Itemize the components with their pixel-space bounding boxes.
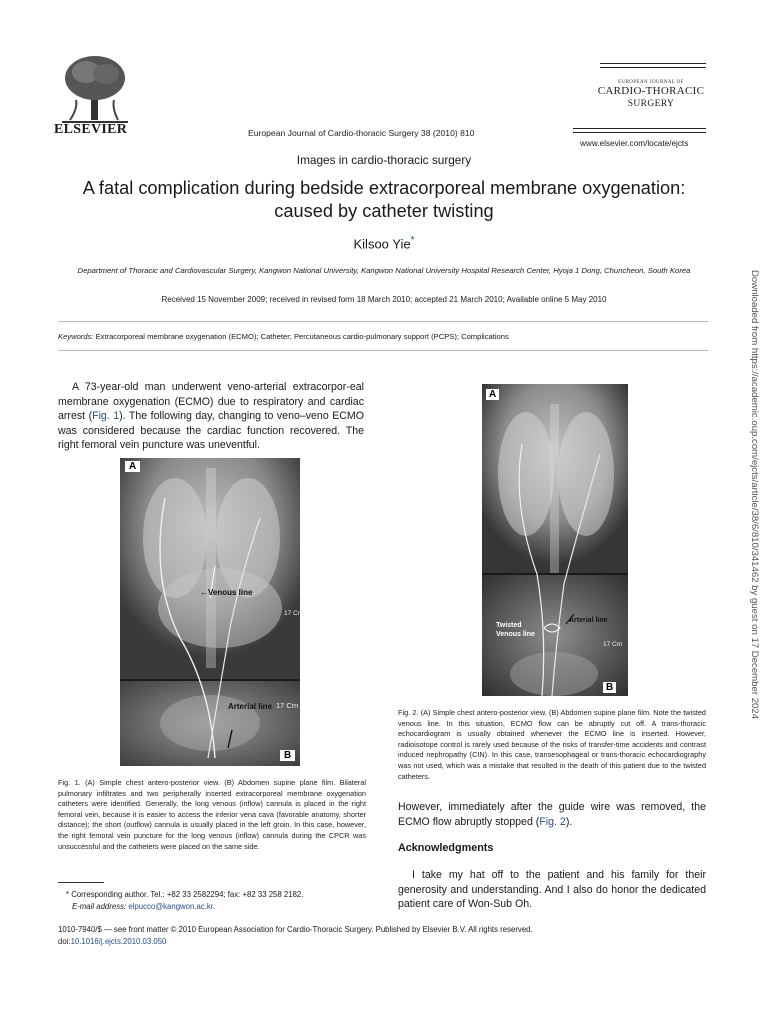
section-heading: Images in cardio-thoracic surgery [296, 153, 472, 167]
email-label: E-mail address: [72, 901, 127, 911]
figure-2-scale: 17 Cm [603, 641, 623, 648]
fig2-link[interactable]: Fig. 2 [539, 815, 566, 828]
figure-2-arterial-line-label: Arterial line [569, 617, 608, 624]
journal-brand-line2: CARDIO-THORACIC [597, 85, 705, 97]
figure-1-scale-1: 17 Cr [284, 610, 300, 617]
header-rule [600, 67, 706, 68]
affiliation: Department of Thoracic and Cardiovascular Surgery, Kangwon National University, Kangwon National University Hospital Research Center, Hyoja 1 Dong, Chuncheon, South Korea [77, 266, 691, 275]
divider [58, 321, 708, 322]
header-rule [600, 63, 706, 64]
venous-line-text: Venous line [208, 588, 253, 597]
email-link[interactable]: elpucco@kangwon.ac.kr [128, 901, 213, 911]
figure-2-label-a: A [486, 389, 499, 400]
article-dates: Received 15 November 2009; received in revised form 18 March 2010; accepted 21 March 2010; Available online 5 May 2010 [161, 295, 607, 304]
author-footnote-mark[interactable]: * [410, 235, 415, 246]
figure-2-caption: Fig. 2. (A) Simple chest antero-posterior view. (B) Abdomen supine plane film. Note the twisted venous line. In this situation, ECMO flow can be abruptly cut off. A trans-thoracic echocardiogram is usually obtained whenever the ECMO line is inserted. However, radioisotope control is rarely used because of the risks of transfer-time accidents and contrast induced nephropathy (CIN). In this case, transesophageal or trans-thoracic echocardiography was not used, which was a mistake that resulted in the death of this patient due to the twisted catheters. [398, 708, 706, 781]
figure-2-twisted-label [496, 621, 535, 639]
keywords-text: Extracorporeal membrane oxygenation (ECMO); Catheter; Percutaneous cardio-pulmonary support (PCPS); Complications [95, 332, 509, 341]
download-watermark: Downloaded from https://academic.oup.com/ejcts/article/38/6/810/341462 by guest on 17 December 2024 [749, 270, 760, 720]
twisted-text: Twisted [496, 622, 522, 629]
acknowledgments-heading: Acknowledgments [398, 842, 494, 854]
header-rule [573, 128, 706, 129]
figure-2-label-b: B [603, 682, 616, 693]
footnote-rule [58, 882, 104, 883]
journal-url[interactable]: www.elsevier.com/locate/ejcts [580, 139, 689, 148]
corresponding-author-text: * Corresponding author. Tel.: +82 33 2582294; fax: +82 33 258 2182. [66, 890, 304, 899]
keywords-label: Keywords: [58, 332, 94, 341]
figure-1-scale-2: 17 Cm [276, 701, 299, 710]
journal-brand-line1: EUROPEAN JOURNAL OF [618, 80, 684, 85]
venous-line-text: Venous line [496, 631, 535, 638]
body-paragraph-2 [398, 800, 706, 829]
corresponding-author-footnote [66, 889, 303, 912]
elsevier-tree-logo [58, 52, 132, 126]
arrow-left-icon: ← [200, 588, 208, 597]
journal-brand [592, 80, 710, 110]
paragraph-text: However, immediately after the guide wire was removed, the ECMO flow abruptly stopped ( [398, 801, 706, 828]
figure-1-label-b: B [280, 750, 295, 761]
acknowledgments-paragraph: I take my hat off to the patient and his family for their generosity and understanding. And I also do honor the dedicated patient care of Won-Sub Oh. [398, 869, 706, 911]
figure-1-arterial-line-label: Arterial line [228, 702, 273, 711]
figure-1-caption: Fig. 1. (A) Simple chest antero-posterior view. (B) Abdomen supine plane film. Bilateral pulmonary infiltrates and two peripherally inserted extracorporeal membrane oxygenation catheters were identified. Generally, the long venous (inflow) cannula is placed in the right femoral vein, because it is easier to access the inferior vena cava (favorable anatomy, shorter distance); the short (outflow) cannula is usually placed in the left groin. In this case, however, the right femoral vein puncture for the long venous (inflow) cannula during the CPCR was unsuccessful and the catheters were placed on the same side. [58, 778, 366, 851]
body-paragraph-1 [58, 380, 364, 453]
paragraph-text: ). [565, 815, 573, 828]
page-footer [58, 924, 533, 947]
paragraph-text: A 73-year-old man underwent veno-arterial extracorpor-eal membrane oxygenation (ECMO) due to respiratory and cardiac arrest ( [58, 381, 364, 423]
author-text: Kilsoo Yie [353, 236, 411, 252]
copyright-line: 1010-7940/$ — see front matter © 2010 European Association for Cardio-Thoracic Surgery. Published by Elsevier B.V. All rights reserved. [58, 925, 533, 934]
author-name [0, 235, 768, 251]
doi-line [58, 936, 533, 948]
journal-citation: European Journal of Cardio-thoracic Surgery 38 (2010) 810 [248, 128, 475, 138]
paragraph-text: ). The following day, changing to veno–veno ECMO was considered because the cardiac function recovered. The right femoral vein puncture was uneventful. [58, 410, 364, 452]
doi-label: doi: [58, 936, 71, 946]
divider [58, 350, 708, 351]
figure-1-venous-line-label [200, 588, 252, 597]
journal-brand-line3: SURGERY [627, 99, 675, 109]
header-rule [573, 132, 706, 133]
doi-link[interactable]: 10.1016/j.ejcts.2010.03.050 [70, 936, 167, 946]
email-line [66, 901, 303, 913]
keywords [58, 332, 509, 341]
email-end: . [212, 901, 216, 911]
article-title: A fatal complication during bedside extracorporeal membrane oxygenation: caused by catheter twisting [82, 178, 686, 221]
figure-1-label-a: A [125, 461, 140, 472]
figure-2-image [482, 384, 628, 696]
figure-1-image [120, 458, 300, 766]
fig1-link[interactable]: Fig. 1 [92, 410, 120, 423]
publisher-name: ELSEVIER [54, 122, 128, 137]
